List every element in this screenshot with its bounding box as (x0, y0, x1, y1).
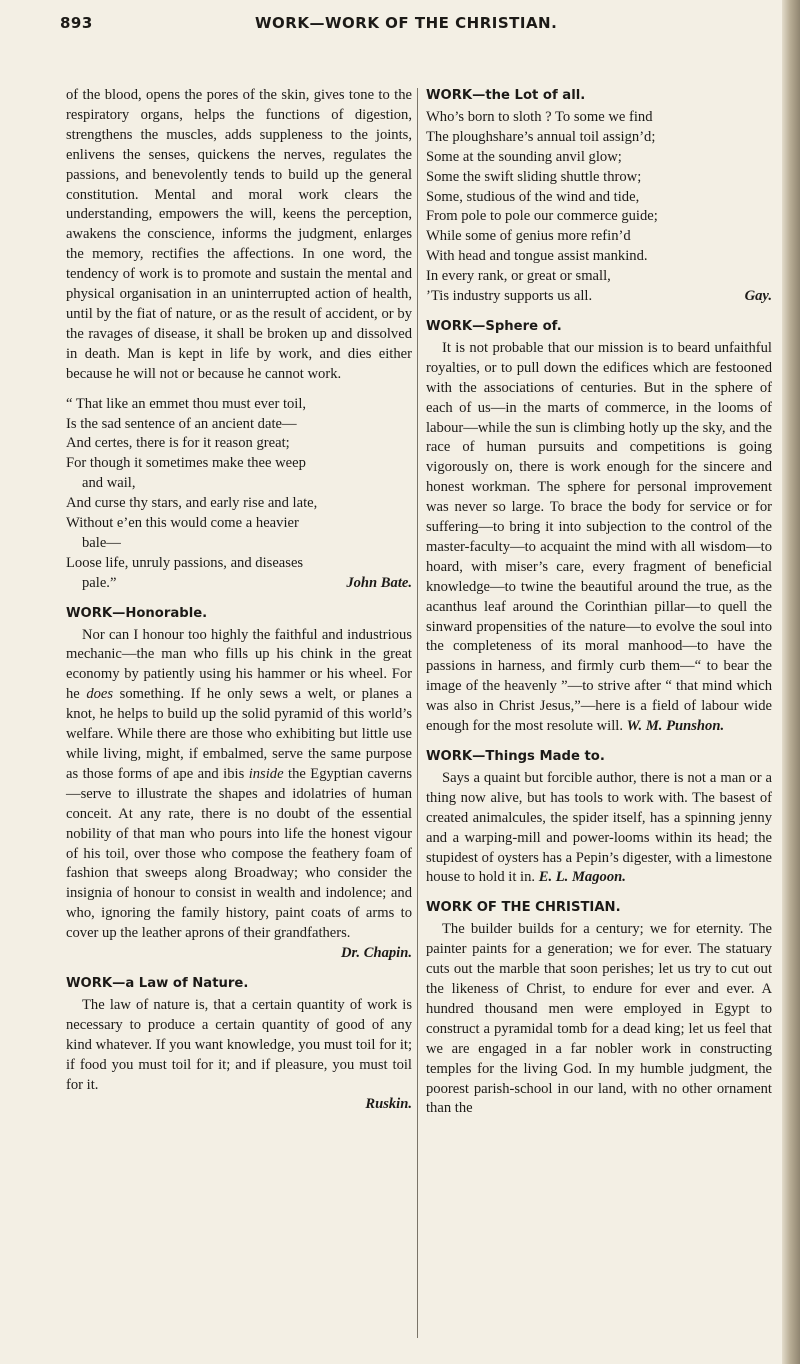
poem-line: In every rank, or great or small, (426, 268, 611, 285)
section-heading: WORK—the Lot of all. (426, 88, 586, 103)
section-text: The builder builds for a century; we for eternity. The painter paints for a generation; we for ever. The statuary cuts out the marble that soon perishes; let us try to cut out the likeness of Christ, to endure for ever and ever. A hundred thousand men were employed in Egypt to construct a pyramidal tomb for a dead king; let us feel that we are engaged in a far nobler work in constructing temples for the living God. In my humble judgment, the poorest parish-school in our land, with no other ornament than the (426, 921, 772, 1117)
poem-line: With head and tongue assist mankind. (426, 248, 648, 265)
poem-line: Some, studious of the wind and tide, (426, 188, 640, 205)
poem-line: And certes, there is for it reason great; (66, 435, 290, 452)
poem-author: John Bate. (346, 574, 412, 591)
poem-line: and wail, (82, 475, 136, 492)
section-heading: WORK—a Law of Nature. (66, 975, 249, 991)
section-author: E. L. Magoon. (538, 869, 626, 886)
poem-line: bale— (82, 534, 121, 551)
section-author: Ruskin. (365, 1096, 412, 1113)
section-heading: WORK—Honorable. (66, 605, 208, 621)
section-author: Dr. Chapin. (341, 945, 412, 962)
poem-line: The ploughshare’s annual toil assign’d; (426, 128, 656, 145)
poem-line: Some at the sounding anvil glow; (426, 148, 622, 165)
right-column (426, 86, 772, 1119)
poem-line: ’Tis industry supports us all. (426, 288, 593, 305)
poem-line: Is the sad sentence of an ancient date— (66, 415, 297, 432)
quoted-poem (426, 108, 772, 307)
poem-line: Who’s born to sloth ? To some we find (426, 108, 653, 125)
poem-line: And curse thy stars, and early rise and late, (66, 495, 318, 512)
poem-last-line (426, 287, 772, 307)
poem-author: Gay. (744, 288, 772, 305)
quoted-poem (66, 395, 412, 594)
poem-line: From pole to pole our commerce guide; (426, 208, 658, 225)
poem-line: While some of genius more refin’d (426, 228, 631, 245)
poem-line: Loose life, unruly passions, and diseases (66, 554, 304, 571)
poem-line: Without e’en this would come a heavier (66, 515, 299, 532)
section-text: The law of nature is, that a certain quantity of work is necessary to produce a certain quantity of good of any kind whatever. If you want knowledge, you must toil for it; if food you must toil for it; and if pleasure, you must toil for it. (66, 996, 412, 1093)
section-text: Says a quaint but forcible author, there is not a man or a thing now alive, but has tools to work with. The basest of created animalcules, the spider itself, has a spinning jenny and a warping-mill and power-looms within its head; the stupidest of oysters has a Pepin’s digester, with a limestone house to hold it in. E. L. Magoon. (426, 769, 772, 886)
poem-line: For though it sometimes make thee weep (66, 455, 306, 472)
section-text: Nor can I honour too highly the faithful and industrious mechanic—the man who fills up his chink in the great economy by patiently using his hammer or his wheel. For he does something. If he only sews a welt, or planes a knot, he helps to build up the solid pyramid of this world’s welfare. While there are those who exhibiting but little use while living, might, if embalmed, serve the same purpose as those forms of ape and ibis inside the Egyptian caverns—serve to illustrate the shapes and idolatries of human conceit. At any rate, there is no doubt of the essential nobility of that man who pours into life the honest vigour of his toil, over those who compose the feathery foam of fashion that sweeps along Broadway; who consider the insignia of honour to consist in wealth and indolence; and who, ignoring the family history, paint coats of arms to cover up the leather aprons of their grandfathers. (66, 626, 412, 942)
poem-line: Some the swift sliding shuttle throw; (426, 168, 642, 185)
column-divider (417, 88, 418, 1338)
poem-line: pale.” (82, 574, 117, 591)
section-heading: WORK—Things Made to. (426, 749, 605, 764)
running-header (60, 10, 760, 40)
poem-last-line (66, 574, 412, 594)
section-author: W. M. Punshon. (626, 718, 725, 735)
poem-line: “ That like an emmet thou must ever toil, (66, 395, 307, 412)
page-edge (782, 0, 800, 1364)
left-column (66, 86, 412, 1115)
running-title: WORK—WORK OF THE CHRISTIAN. (255, 14, 558, 32)
section-heading: WORK—Sphere of. (426, 318, 562, 334)
intro-paragraph: of the blood, opens the pores of the skin, gives tone to the respiratory organs, helps the functions of digestion, strengthens the muscles, adds suppleness to the joints, enlivens the senses, quickens the nerves, regulates the passions, and benevolently tends to build up the general constitution. Mental and moral work clears the understanding, empowers the will, keens the perception, awakens the conscience, informs the judgment, enlarges the memory, rectifies the affections. In one word, the tendency of work is to promote and sustain the mental and physical organisation in an uninterrupted action of health, until by the fiat of nature, or as the result of accident, or by the ravages of disease, it shall be broken up and dissolved in death. Man is kept in life by work, and dies either because he will not or because he cannot work. (66, 87, 412, 382)
section-heading: WORK OF THE CHRISTIAN. (426, 900, 621, 916)
section-text: It is not probable that our mission is to beard unfaithful royalties, or to pull down the edifices which are festooned with the associations of centuries. But in the sphere of each of us—in the marts of commerce, in the looms of labour—while the sun is climbing hotly up the sky, and the race of human pursuits and competitions is going vigorously on, there is work enough for the sincere and honest workman. The sphere for personal improvement was never so large. To brace the body for service or for suffering—to bring it into subjection to the control of the master-faculty—to acquaint the mind with all wisdom—to hoard, with miser’s care, every fragment of beneficial knowledge—to twine the beautiful around the true, as the acanthus leaf around the Corinthian pillar—to quell the sinward propensities of the nature—to evolve the soul into the completeness of its moral manhood—to have the passions in harness, and firmly curb them—“ to bear the image of the heavenly ”—to strive after “ that mind which was also in Christ Jesus,”—here is a field of labour wide enough for the most resolute will. W. M. Punshon. (426, 339, 772, 735)
page-number: 893 (60, 14, 93, 32)
